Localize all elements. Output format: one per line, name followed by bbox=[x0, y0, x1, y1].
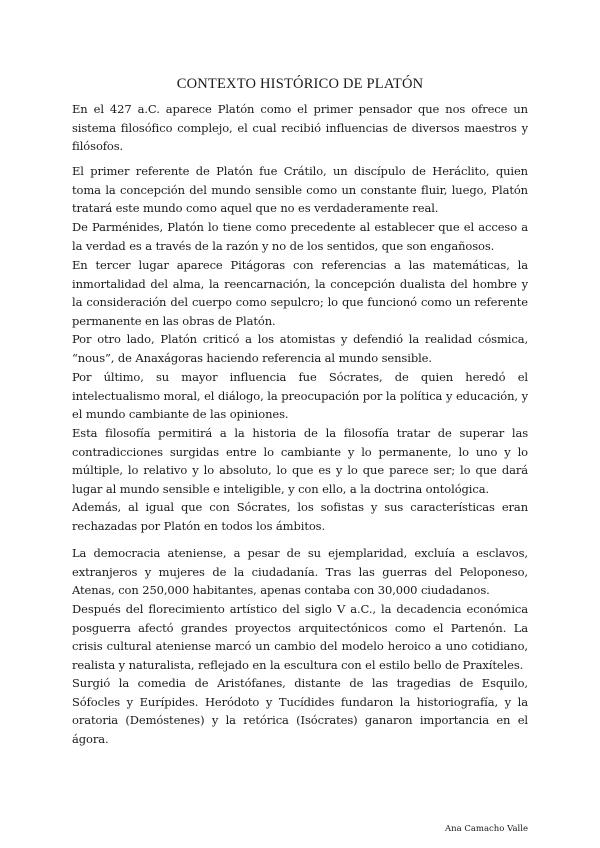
paragraph-intro: En el 427 a.C. aparece Platón como el primer pensador que nos ofrece un sistema filosófico complejo, el cual recibió influencias de diversos maestros y filósofos. bbox=[72, 102, 528, 153]
footer-author: Ana Camacho Valle bbox=[444, 824, 528, 834]
paragraph-cratilo: El primer referente de Platón fue Crátilo, un discípulo de Heráclito, quien toma la concepción del mundo sensible como un constante fluir, luego, Platón tratará este mundo como aquel que no es verdaderamente real. bbox=[72, 164, 528, 215]
paragraph-comedia: Surgió la comedia de Aristófanes, distante de las tragedias de Esquilo, Sófocles y Eurípides. Heródoto y Tucídides fundaron la historiografía, y la oratoria (Demóstenes) y la retórica (Isócrates) ganaron importancia en el ágora. bbox=[72, 676, 528, 746]
paragraph-arte: Después del florecimiento artístico del siglo V a.C., la decadencia económica posguerra afectó grandes proyectos arquitectónicos como el Partenón. La crisis cultural ateniense marcó un cambio del modelo heroico a uno cotidiano, realista y naturalista, reflejado en la escultura con el estilo bello de Praxíteles. bbox=[72, 602, 528, 672]
paragraph-democracia: La democracia ateniense, a pesar de su ejemplaridad, excluía a esclavos, extranjeros y mujeres de la ciudadanía. Tras las guerras del Peloponeso, Atenas, con 250,000 habitantes, apenas contaba con 30,000 ciudadanos. bbox=[72, 546, 528, 597]
paragraph-pitagoras: En tercer lugar aparece Pitágoras con referencias a las matemáticas, la inmortalidad del alma, la reencarnación, la concepción dualista del hombre y la consideración del cuerpo como sepulcro; lo que funcionó como un referente permanente en las obras de Platón. bbox=[72, 258, 528, 328]
paragraph-sofistas: Además, al igual que con Sócrates, los sofistas y sus características eran rechazadas por Platón en todos los ámbitos. bbox=[72, 500, 528, 533]
paragraph-parmenides: De Parménides, Platón lo tiene como precedente al establecer que el acceso a la verdad es a través de la razón y no de los sentidos, que son engañosos. bbox=[72, 220, 528, 253]
paragraph-anaxagoras: Por otro lado, Platón criticó a los atomistas y defendió la realidad cósmica, “nous”, de Anaxágoras haciendo referencia al mundo sensible. bbox=[72, 332, 528, 365]
paragraph-filosofia: Esta filosofía permitirá a la historia de la filosofía tratar de superar las contradicciones surgidas entre lo cambiante y lo permanente, lo uno y lo múltiple, lo relativo y lo absoluto, lo que es y lo que parece ser; lo que dará lugar al mundo sensible e inteligible, y con ello, a la doctrina ontológica. bbox=[72, 426, 528, 496]
page-title: CONTEXTO HISTÓRICO DE PLATÓN bbox=[176, 76, 424, 92]
paragraph-socrates: Por último, su mayor influencia fue Sócrates, de quien heredó el intelectualismo moral, el diálogo, la preocupación por la política y educación, y el mundo cambiante de las opiniones. bbox=[72, 370, 528, 421]
